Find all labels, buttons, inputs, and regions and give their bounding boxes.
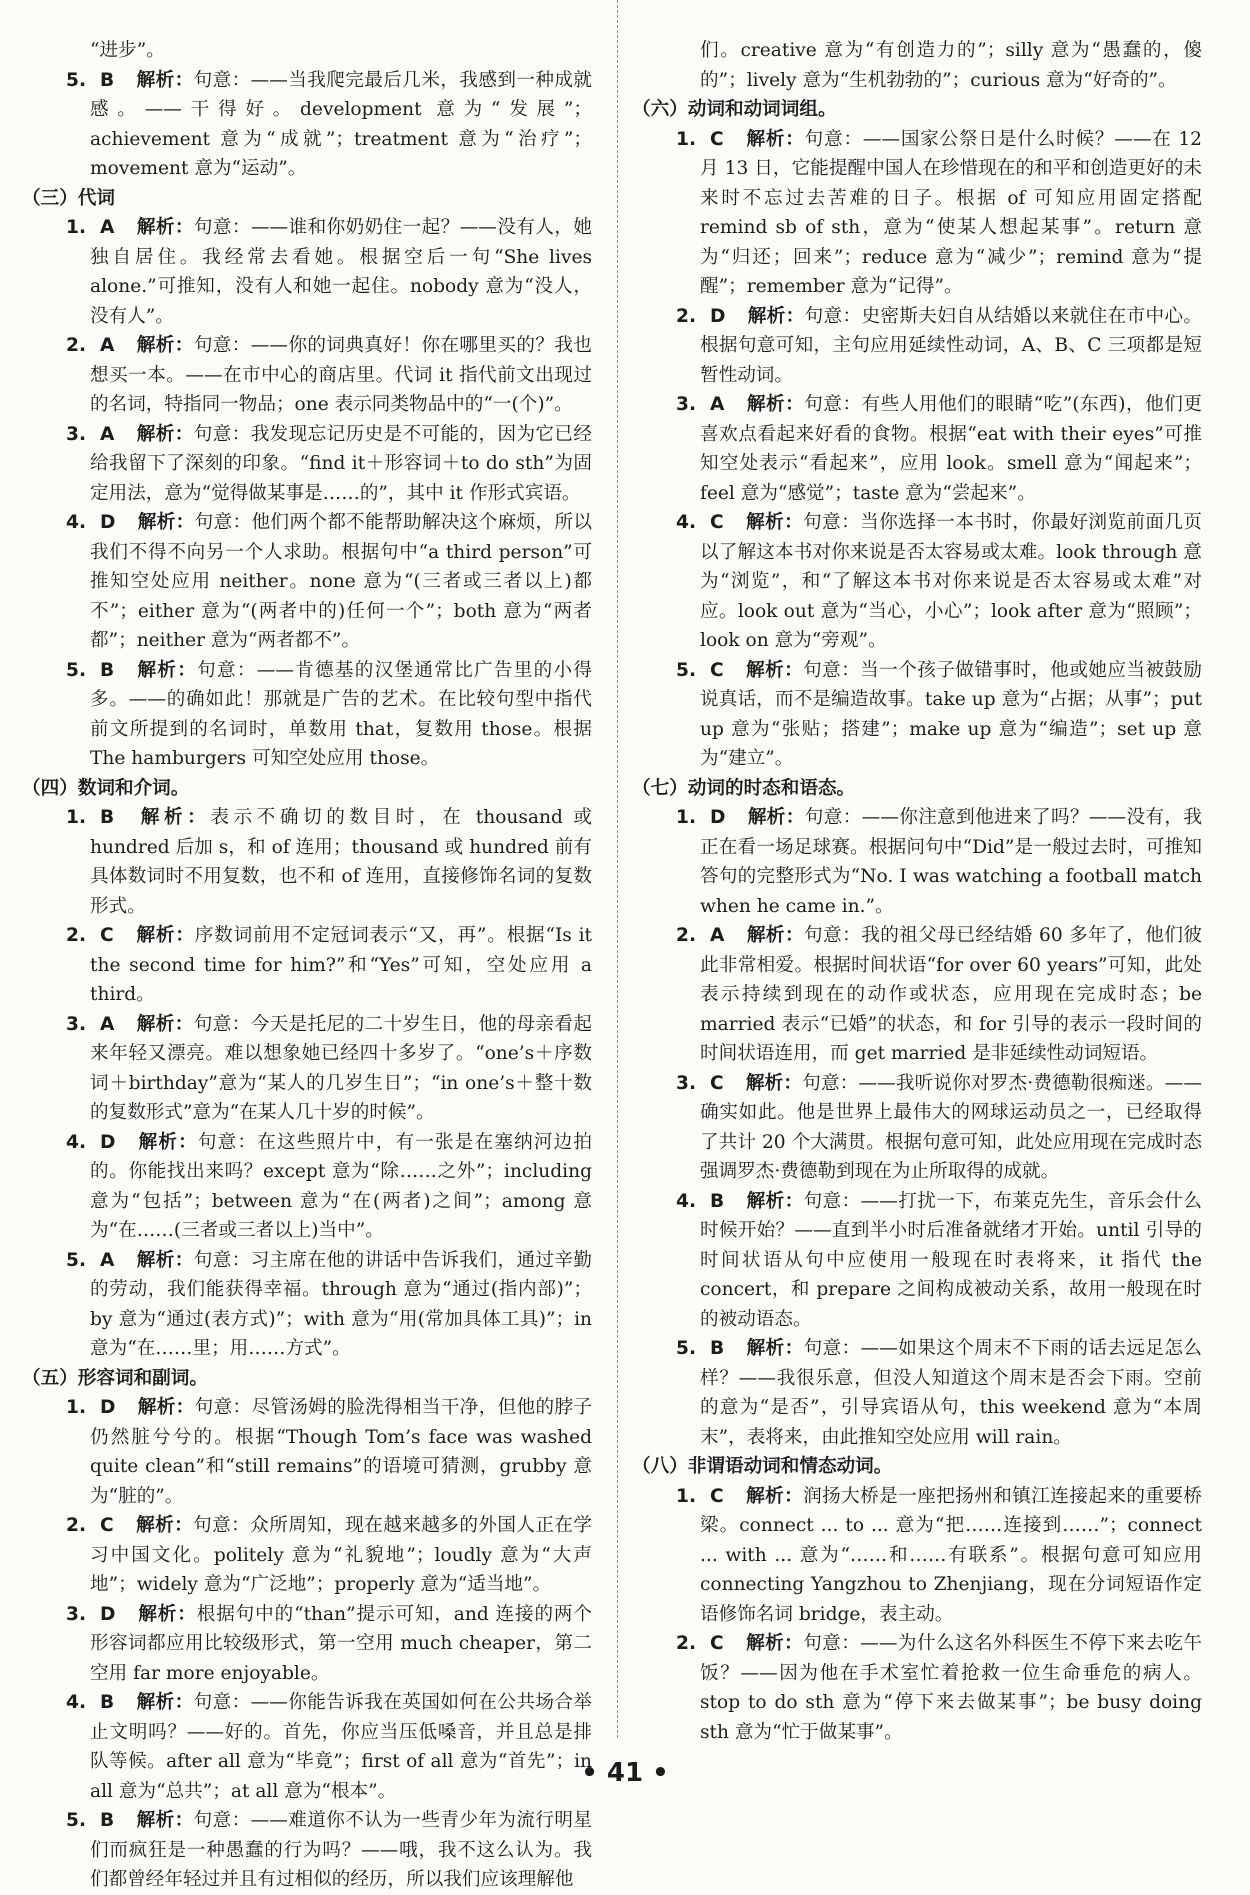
analysis-text: 句意：——你注意到他进来了吗？——没有，我正在看一场足球赛。根据问句中“Did”是一般过去时，可推知答句的完整形式为“No. I was watching a football match when he came in.”。 xyxy=(700,807,1202,917)
analysis-label: 解析： xyxy=(746,394,805,415)
question-number: 2. xyxy=(66,1515,87,1536)
answer-item xyxy=(632,125,1202,302)
analysis-text: 句意：习主席在他的讲话中告诉我们，通过辛勤的劳动，我们能获得幸福。through 意为“通过(指内部)”；by 意为“通过(表方式)”；with 意为“用(常加具体工具)”；in 意为“在……里；用……方式”。 xyxy=(90,1249,592,1359)
answer-letter: B xyxy=(710,1338,725,1359)
analysis-label: 解析： xyxy=(136,659,198,681)
question-number: 3. xyxy=(676,1072,697,1094)
answer-item xyxy=(22,1600,592,1689)
analysis-text: 句意：我发现忘记历史是不可能的，因为它已经给我留下了深刻的印象。“find it＋形容词＋to do sth”为固定用法，意为“觉得做某事是……的”，其中 it 作形式宾语。 xyxy=(90,423,592,504)
answer-letter: C xyxy=(710,512,724,533)
answer-item xyxy=(22,656,592,774)
answer-letter: B xyxy=(100,69,115,91)
answer-item xyxy=(632,1187,1202,1335)
analysis-text: 句意：有些人用他们的眼睛“吃”(东西)，他们更喜欢点看起来好看的食物。根据“eat with their eyes”可推知空处表示“看起来”，应用 look。smell 意为“闻起来”；feel 意为“感觉”；taste 意为“尝起来”。 xyxy=(700,394,1202,504)
analysis-label: 解析： xyxy=(746,1190,804,1212)
answer-item xyxy=(632,921,1202,1069)
answer-letter: A xyxy=(100,1249,115,1271)
answer-item xyxy=(22,1128,592,1246)
question-number: 5. xyxy=(66,1810,87,1831)
analysis-label: 解析： xyxy=(137,512,195,533)
answer-letter: B xyxy=(100,1692,115,1713)
answer-letter: A xyxy=(100,217,115,238)
question-number: 1. xyxy=(66,807,87,828)
answer-letter: D xyxy=(100,1131,116,1153)
answer-letter: C xyxy=(100,1515,114,1536)
answer-item xyxy=(22,1688,592,1806)
answer-item xyxy=(22,803,592,921)
answer-letter: A xyxy=(100,423,115,445)
analysis-text: 句意：——国家公祭日是什么时候？——在 12 月 13 日，它能提醒中国人在珍惜现在的和平和创造更好的未来时不忘过去苦难的日子。根据 of 可知应用固定搭配 remind sb of sth，意为“使某人想起某事”。return 意为“归还；回来”；reduce 意为“减少”；remind 意为“提醒”；remember 意为“记得”。 xyxy=(700,128,1202,297)
analysis-label: 解析： xyxy=(745,512,804,533)
answer-item xyxy=(22,1393,592,1511)
question-number: 1. xyxy=(66,1397,87,1418)
answer-letter: A xyxy=(710,394,725,415)
answer-item xyxy=(632,1334,1202,1452)
answer-item xyxy=(632,390,1202,508)
answer-item xyxy=(22,508,592,656)
question-number: 3. xyxy=(66,1013,87,1035)
answer-item xyxy=(632,1482,1202,1630)
answer-letter: C xyxy=(710,659,724,681)
analysis-label: 解析： xyxy=(136,423,194,445)
analysis-text: 序数词前用不定冠词表示“又，再”。根据“Is it the second time for him?”和“Yes”可知，空处应用 a third。 xyxy=(90,925,592,1005)
column-divider xyxy=(617,0,618,1738)
analysis-label: 解析： xyxy=(137,1603,197,1625)
answer-letter: B xyxy=(100,659,115,681)
analysis-label: 解析： xyxy=(135,1515,194,1536)
answer-item xyxy=(22,1246,592,1364)
answer-letter: D xyxy=(100,1603,116,1625)
answer-letter: D xyxy=(100,512,116,533)
analysis-text: 句意：——为什么这名外科医生不停下来去吃午饭？——因为他在手术室忙着抢救一位生命垂危的病人。stop to do sth 意为“停下来去做某事”；be busy doing sth 意为“忙于做某事”。 xyxy=(700,1633,1202,1743)
answer-item xyxy=(22,1511,592,1600)
analysis-text: 表示不确切的数目时，在 thousand 或 hundred 后加 s，和 of 连用；thousand 或 hundred 前有具体数词时不用复数，也不和 of 连用，直接修饰名词的复数形式。 xyxy=(90,807,592,917)
answer-item xyxy=(22,420,592,509)
analysis-label: 解析： xyxy=(136,1249,194,1271)
analysis-text: 句意：——我听说你对罗杰·费德勒很痴迷。——确实如此。他是世界上最伟大的网球运动员之一，已经取得了共计 20 个大满贯。根据句意可知，此处应用现在完成时态强调罗杰·费德勒到现在为止所取得的成就。 xyxy=(700,1072,1202,1182)
question-number: 2. xyxy=(66,335,87,356)
analysis-label: 解析： xyxy=(136,69,194,91)
question-number: 5. xyxy=(66,1249,87,1271)
analysis-text: 句意：——打扰一下，布莱克先生，音乐会什么时候开始？——直到半小时后准备就绪才开始。until 引导的时间状语从句中应使用一般现在时表将来，it 指代 the concert，和 prepare 之间构成被动关系，故用一般现在时的被动语态。 xyxy=(700,1190,1202,1330)
question-number: 5. xyxy=(676,1338,697,1359)
analysis-label: 解析： xyxy=(745,128,805,150)
question-number: 5. xyxy=(66,69,87,91)
continued-text: “进步”。 xyxy=(90,40,165,61)
answer-item xyxy=(22,921,592,1010)
answer-item xyxy=(632,508,1202,656)
continued-text: 们。creative 意为“有创造力的”；silly 意为“愚蠢的，傻的”；lively 意为“生机勃勃的”；curious 意为“好奇的”。 xyxy=(700,40,1202,91)
question-number: 2. xyxy=(676,305,697,327)
answer-item xyxy=(632,1069,1202,1187)
analysis-label: 解析： xyxy=(747,807,805,828)
analysis-label: 解析： xyxy=(135,925,195,946)
question-number: 4. xyxy=(676,512,697,533)
analysis-text: 句意：在这些照片中，有一张是在塞纳河边拍的。你能找出来吗？except 意为“除……之外”；including 意为“包括”；between 意为“在(两者)之间”；among 意为“在……(三者或三者以上)当中”。 xyxy=(90,1131,592,1241)
analysis-label: 解析： xyxy=(136,807,211,828)
analysis-label: 解析： xyxy=(136,1692,194,1713)
analysis-label: 解析： xyxy=(745,1072,803,1094)
answer-letter: A xyxy=(100,335,115,356)
answer-letter: D xyxy=(710,807,726,828)
question-number: 5. xyxy=(66,659,87,681)
analysis-text: 句意：——肯德基的汉堡通常比广告里的小得多。——的确如此！那就是广告的艺术。在比较句型中指代前文所提到的名词时，单数用 that，复数用 those。根据 The hamburgers 可知空处应用 those。 xyxy=(90,659,592,769)
question-number: 5. xyxy=(676,659,697,681)
analysis-text: 句意：今天是托尼的二十岁生日，他的母亲看起来年轻又漂亮。难以想象她已经四十多岁了。“one’s＋序数词＋birthday”意为“某人的几岁生日”；“in one’s＋整十数的复数形式”意为“在某人几十岁的时候”。 xyxy=(90,1013,592,1123)
question-number: 1. xyxy=(676,1485,697,1507)
question-number: 3. xyxy=(66,423,87,445)
answer-item xyxy=(22,1010,592,1128)
analysis-label: 解析： xyxy=(746,925,805,946)
analysis-text: 润扬大桥是一座把扬州和镇江连接起来的重要桥梁。connect ... to ... 意为“把……连接到……”；connect ... with ... 意为“……和……有联系”。根据句意可知应用 connecting Yangzhou to Zhenjiang，现在分词短语作定语修饰名词 bridge，表主动。 xyxy=(700,1485,1202,1625)
analysis-text: 句意：——当我爬完最后几米，我感到一种成就感。——干得好。development 意为“发展”；achievement 意为“成就”；treatment 意为“治疗”；movement 意为“运动”。 xyxy=(90,69,592,179)
question-number: 1. xyxy=(676,807,697,828)
analysis-text: 句意：——谁和你奶奶住一起？——没有人，她独自居住。我经常去看她。根据空后一句“She lives alone.”可推知，没有人和她一起住。nobody 意为“没人，没有人”。 xyxy=(90,217,592,327)
analysis-text: 句意：当一个孩子做错事时，他或她应当被鼓励说真话，而不是编造故事。take up 意为“占据；从事”；put up 意为“张贴；搭建”；make up 意为“编造”；set up 意为“建立”。 xyxy=(700,659,1202,769)
analysis-label: 解析： xyxy=(136,1013,194,1035)
answer-letter: C xyxy=(710,128,724,150)
analysis-text: 句意：——你的词典真好！你在哪里买的？我也想买一本。——在市中心的商店里。代词 it 指代前文出现过的名词，特指同一物品；one 表示同类物品中的“一(个)”。 xyxy=(90,335,592,415)
question-number: 1. xyxy=(66,217,87,238)
analysis-text: 句意：他们两个都不能帮助解决这个麻烦，所以我们不得不向另一个人求助。根据句中“a third person”可推知空处应用 neither。none 意为“(三者或三者以上)都不”；either 意为“(两者中的)任何一个”；both 意为“两者都”；neither 意为“两者都不”。 xyxy=(90,512,593,651)
analysis-label: 解析： xyxy=(136,217,194,238)
question-number: 4. xyxy=(66,1131,87,1153)
analysis-label: 解析： xyxy=(136,335,194,356)
question-number: 3. xyxy=(66,1603,87,1625)
analysis-text: 句意：——如果这个周末不下雨的话去远足怎么样？——我很乐意，但没人知道这个周末是否会下雨。空前的意为“是否”，引导宾语从句，this weekend 意为“本周末”，表将来，由此推知空处应用 will rain。 xyxy=(700,1338,1202,1448)
analysis-text: 句意：史密斯夫妇自从结婚以来就住在市中心。根据句意可知，主句应用延续性动词，A、B、C 三项都是短暂性动词。 xyxy=(700,305,1202,386)
answer-item xyxy=(22,1806,592,1895)
answer-item xyxy=(22,66,592,184)
left-column xyxy=(22,36,592,1895)
question-number: 3. xyxy=(676,394,697,415)
answer-letter: B xyxy=(710,1190,725,1212)
answer-letter: D xyxy=(710,305,726,327)
section-heading: （四）数词和介词。 xyxy=(22,777,190,799)
answer-item xyxy=(632,1629,1202,1747)
question-number: 2. xyxy=(676,1633,697,1654)
answer-letter: C xyxy=(100,925,114,946)
analysis-text: 句意：当你选择一本书时，你最好浏览前面几页以了解这本书对你来说是否太容易或太难。look through 意为“浏览”，和“了解这本书对你来说是否太容易或太难”对应。look out 意为“当心，小心”；look after 意为“照顾”；look on 意为“旁观”。 xyxy=(700,512,1202,651)
answer-item xyxy=(22,213,592,331)
answer-letter: D xyxy=(100,1397,116,1418)
analysis-text: 句意：我的祖父母已经结婚 60 多年了，他们彼此非常相爱。根据时间状语“for over 60 years”可知，此处表示持续到现在的动作或状态，应用现在完成时态；be married 表示“已婚”的状态，和 for 引导的表示一段时间的时间状语连用，而 get married 是非延续性动词短语。 xyxy=(700,925,1202,1064)
answer-letter: C xyxy=(710,1633,724,1654)
section-heading: （八）非谓语动词和情态动词。 xyxy=(632,1456,893,1477)
question-number: 4. xyxy=(676,1190,697,1212)
answer-letter: A xyxy=(100,1013,115,1035)
right-column xyxy=(632,36,1202,1747)
answer-letter: C xyxy=(710,1485,724,1507)
analysis-text: 句意：尽管汤姆的脸洗得相当干净，但他的脖子仍然脏兮兮的。根据“Though Tom’s face was washed quite clean”和“still remains”的语境可猜测，grubby 意为“脏的”。 xyxy=(90,1397,592,1507)
answer-letter: B xyxy=(100,807,115,828)
section-heading: （六）动词和动词词组。 xyxy=(632,99,837,120)
analysis-text: 句意：——你能告诉我在英国如何在公共场合举止文明吗？——好的。首先，你应当压低嗓音，并且总是排队等候。after all 意为“毕竟”；first of all 意为“首先”；in all 意为“总共”；at all 意为“根本”。 xyxy=(90,1692,592,1802)
analysis-label: 解析： xyxy=(137,1397,195,1418)
analysis-label: 解析： xyxy=(745,659,804,681)
section-heading: （五）形容词和副词。 xyxy=(22,1367,208,1389)
section-heading: （七）动词的时态和语态。 xyxy=(632,777,856,799)
analysis-text: 句意：——难道你不认为一些青少年为流行明星们而疯狂是一种愚蠢的行为吗？——哦，我不这么认为。我们都曾经年轻过并且有过相似的经历，所以我们应该理解他 xyxy=(90,1810,592,1890)
answer-letter: B xyxy=(100,1810,115,1831)
analysis-label: 解析： xyxy=(745,1485,804,1507)
question-number: 4. xyxy=(66,512,87,533)
analysis-label: 解析： xyxy=(746,1338,804,1359)
analysis-text: 句意：众所周知，现在越来越多的外国人正在学习中国文化。politely 意为“礼貌地”；loudly 意为“大声地”；widely 意为“广泛地”；properly 意为“适当地”。 xyxy=(90,1515,592,1595)
answer-letter: A xyxy=(710,925,725,946)
page-number: • 41 • xyxy=(581,1758,669,1788)
analysis-label: 解析： xyxy=(747,305,805,327)
analysis-text: 根据句中的“than”提示可知，and 连接的两个形容词都应用比较级形式，第一空用 much cheaper，第二空用 far more enjoyable。 xyxy=(90,1603,592,1684)
question-number: 4. xyxy=(66,1692,87,1713)
analysis-label: 解析： xyxy=(137,1131,198,1153)
answer-item xyxy=(22,331,592,420)
answer-item xyxy=(632,803,1202,921)
answer-letter: C xyxy=(710,1072,724,1094)
question-number: 1. xyxy=(676,128,697,150)
question-number: 2. xyxy=(676,925,697,946)
section-heading: （三）代词 xyxy=(22,187,115,209)
question-number: 2. xyxy=(66,925,87,946)
analysis-label: 解析： xyxy=(136,1810,194,1831)
analysis-label: 解析： xyxy=(745,1633,804,1654)
answer-item xyxy=(632,302,1202,391)
answer-item xyxy=(632,656,1202,774)
